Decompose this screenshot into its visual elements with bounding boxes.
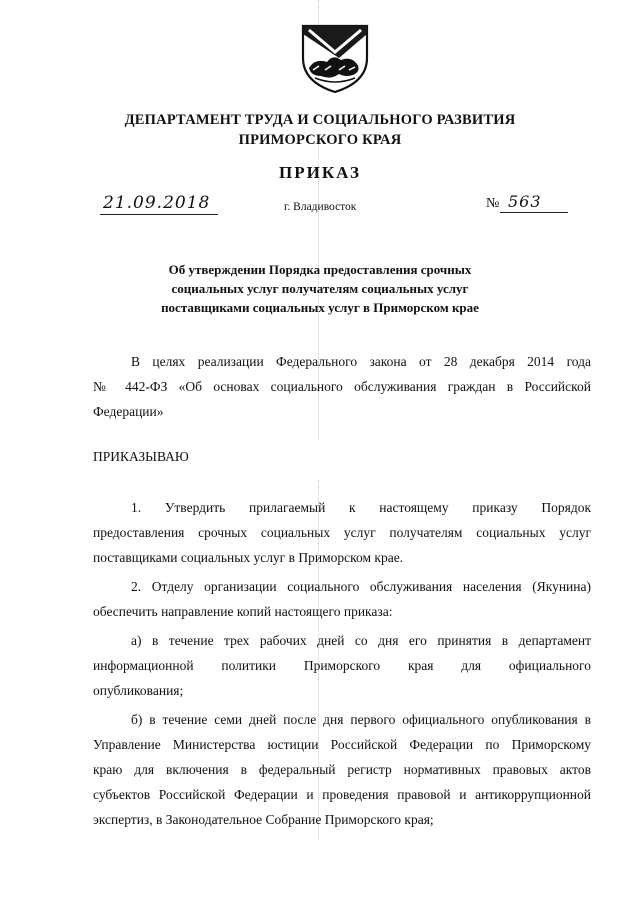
text-line: обеспечить направление копий настоящего приказа: — [93, 604, 393, 619]
order-items — [93, 495, 591, 832]
text-line: информационной политики Приморского края для официального — [93, 658, 591, 673]
order-city: г. Владивосток — [284, 201, 357, 213]
text-line: субъектов Российской Федерации и проведения правовой и антикоррупционной — [93, 787, 591, 802]
department-name-line: ДЕПАРТАМЕНТ ТРУДА И СОЦИАЛЬНОГО РАЗВИТИЯ — [124, 112, 516, 128]
department-name-line: ПРИМОРСКОГО КРАЯ — [238, 132, 402, 148]
subject-line: Об утверждении Порядка предоставления срочных — [168, 262, 472, 277]
order-title: ПРИКАЗ — [279, 163, 361, 182]
order-number: 563 — [508, 192, 542, 211]
text-line: поставщиками социальных услуг в Приморском крае. — [93, 550, 404, 565]
text-line: экспертиз, в Законодательное Собрание Приморского края; — [93, 812, 434, 827]
preamble-paragraph — [93, 349, 591, 424]
text-line: В целях реализации Федерального закона от 28 декабря 2014 года — [131, 354, 591, 369]
text-line: предоставления срочных социальных услуг получателям социальных услуг — [93, 525, 591, 540]
department-name — [0, 110, 640, 150]
text-line: а) в течение трех рабочих дней со дня его принятия в департамент — [131, 633, 591, 648]
subject-line: поставщиками социальных услуг в Приморском крае — [161, 300, 479, 315]
coat-of-arms-emblem — [299, 24, 371, 94]
text-line: Федерации» — [93, 404, 164, 419]
order-date: 21.09.2018 — [103, 193, 211, 213]
scan-artifact — [318, 0, 319, 26]
date-underline — [100, 214, 218, 215]
text-line: 2. Отделу организации социального обслуживания населения (Якунина) — [131, 579, 591, 594]
text-line: 1. Утвердить прилагаемый к настоящему приказу Порядок — [131, 500, 591, 515]
order-subject — [0, 260, 640, 317]
text-line: б) в течение семи дней после дня первого официального опубликования в — [131, 712, 591, 727]
text-line: № 442-ФЗ «Об основах социального обслуживания граждан в Российской — [93, 379, 591, 394]
number-underline — [500, 212, 568, 213]
text-line: Управление Министерства юстиции Российской Федерации по Приморскому — [93, 737, 591, 752]
text-line: краю для включения в федеральный регистр нормативных правовых актов — [93, 762, 591, 777]
subject-line: социальных услуг получателям социальных услуг — [171, 281, 469, 296]
order-number-label: № — [486, 196, 500, 211]
text-line: опубликования; — [93, 683, 184, 698]
command-heading: ПРИКАЗЫВАЮ — [93, 449, 189, 464]
